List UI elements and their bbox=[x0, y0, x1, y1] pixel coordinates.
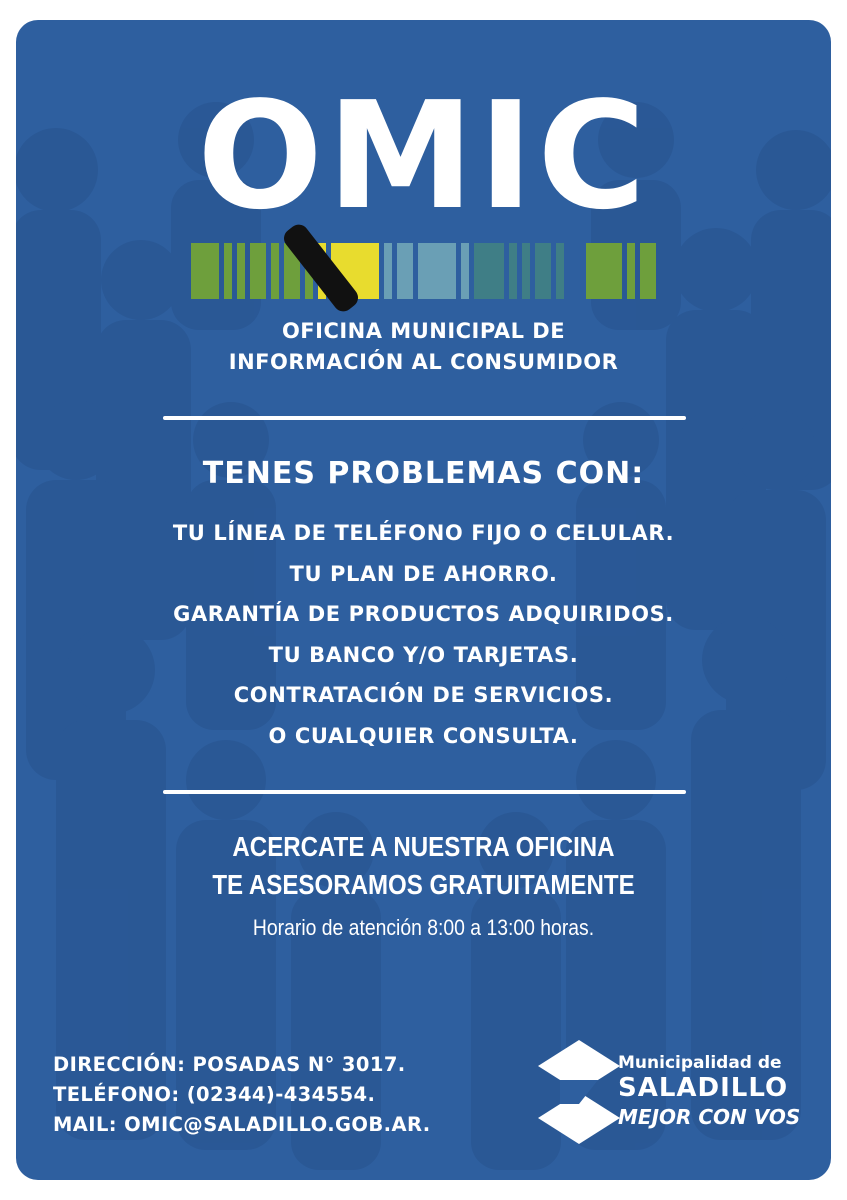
list-item: TU PLAN DE AHORRO. bbox=[289, 561, 558, 586]
poster bbox=[16, 20, 831, 1180]
list-item: TU BANCO Y/O TARJETAS. bbox=[268, 642, 579, 667]
subtitle-line: OFICINA MUNICIPAL DE bbox=[281, 319, 566, 343]
office-full-name bbox=[16, 316, 831, 378]
logo-bar bbox=[224, 243, 232, 299]
phone-text: TELÉFONO: (02344)-434554. bbox=[53, 1083, 376, 1106]
list-item: O CUALQUIER CONSULTA. bbox=[268, 723, 579, 748]
municipality-brand bbox=[618, 1053, 800, 1131]
logo-bar bbox=[461, 243, 469, 299]
omic-wordmark: OMIC bbox=[197, 70, 650, 242]
logo-bar bbox=[237, 243, 245, 299]
problems-heading: TENES PROBLEMAS CON: bbox=[202, 456, 645, 491]
divider-top bbox=[163, 416, 686, 420]
municipality-name: SALADILLO bbox=[618, 1073, 789, 1103]
logo-bar bbox=[474, 243, 504, 299]
mail-text: MAIL: OMIC@SALADILLO.GOB.AR. bbox=[53, 1113, 431, 1136]
address-text: DIRECCIÓN: POSADAS N° 3017. bbox=[53, 1053, 406, 1076]
logo-bar bbox=[535, 243, 551, 299]
logo-bar bbox=[640, 243, 656, 299]
logo-bar bbox=[250, 243, 266, 299]
opening-hours: Horario de atención 8:00 a 13:00 horas. bbox=[252, 915, 595, 940]
municipality-logo-icon bbox=[538, 1040, 620, 1144]
subtitle-line: INFORMACIÓN AL CONSUMIDOR bbox=[228, 350, 619, 374]
municipality-line1: Municipalidad de bbox=[618, 1053, 782, 1073]
logo-bar bbox=[509, 243, 517, 299]
problems-list bbox=[16, 513, 831, 756]
call-to-action bbox=[73, 828, 774, 904]
cta-line: ACERCATE A NUESTRA OFICINA bbox=[232, 831, 615, 862]
list-item: GARANTÍA DE PRODUCTOS ADQUIRIDOS. bbox=[173, 602, 674, 626]
logo-color-bars bbox=[191, 243, 656, 299]
logo-bar bbox=[586, 243, 622, 299]
cta-line: TE ASESORAMOS GRATUITAMENTE bbox=[212, 869, 635, 900]
logo-bar bbox=[191, 243, 219, 299]
divider-bottom bbox=[163, 790, 686, 794]
contact-info bbox=[53, 1050, 431, 1140]
municipality-slogan: MEJOR CON VOS bbox=[618, 1105, 801, 1129]
list-item: CONTRATACIÓN DE SERVICIOS. bbox=[233, 683, 614, 707]
logo-bar bbox=[556, 243, 564, 299]
logo-bar bbox=[397, 243, 413, 299]
logo-bar bbox=[522, 243, 530, 299]
logo-bar bbox=[418, 243, 456, 299]
logo-bar bbox=[627, 243, 635, 299]
list-item: TU LÍNEA DE TELÉFONO FIJO O CELULAR. bbox=[172, 521, 675, 545]
logo-bar bbox=[271, 243, 279, 299]
logo-bar bbox=[384, 243, 392, 299]
